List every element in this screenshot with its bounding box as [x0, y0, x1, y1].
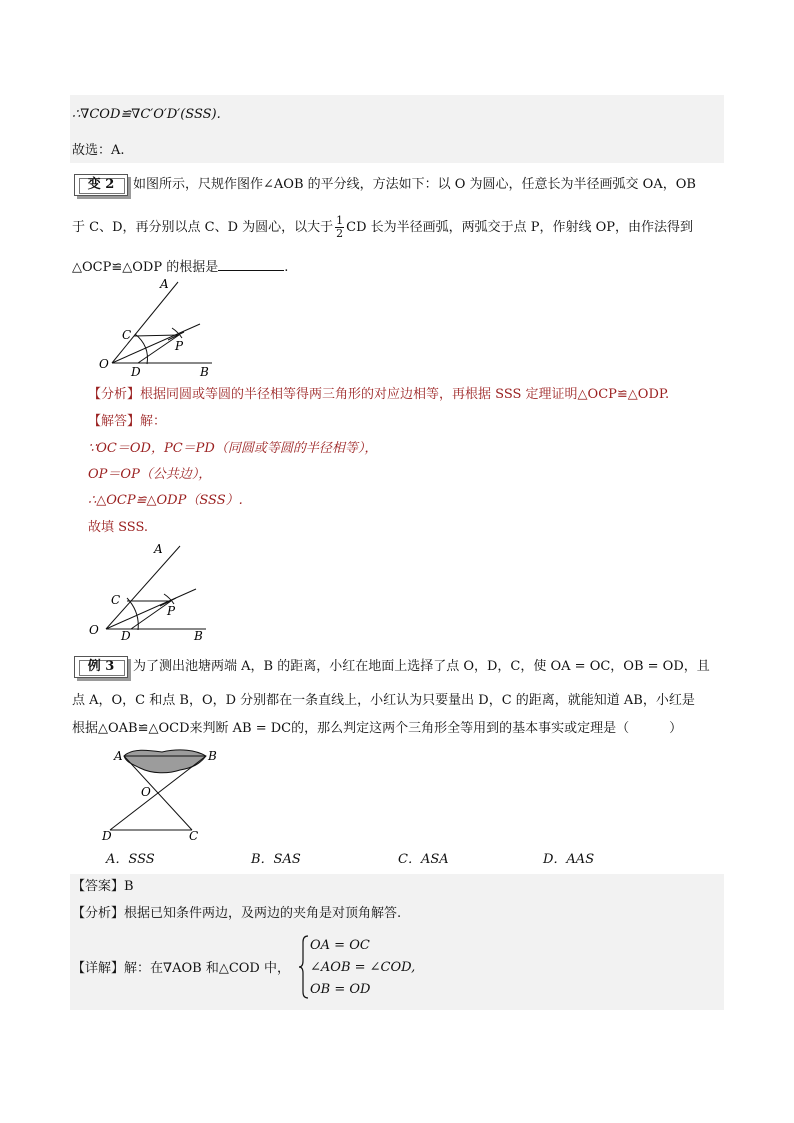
bian2-question-line1: 如图所示，尺规作图作∠AOB 的平分线，方法如下：以 O 为圆心，任意长为半径画弧交 OA，OB: [133, 177, 696, 192]
analysis-text: 根据同圆或等圆的半径相等得两三角形的对应边相等，再根据 SSS 定理证明△OCP≌△ODP.: [140, 387, 670, 402]
bian2-solution-line: [88, 413, 166, 431]
bian2-q2-before: 于 C、D，再分别以点 C、D 为圆心，以大于: [72, 220, 334, 235]
system-comma: ,: [411, 960, 416, 975]
system-brace: [298, 934, 310, 1000]
li3-analysis-line: [72, 905, 401, 923]
label-o: O: [141, 785, 151, 799]
li3-question-line1: 为了测出池塘两端 A，B 的距离，小红在地面上选择了点 O，D，C，使 OA = OC，OB = OD，且: [133, 659, 710, 674]
solution-step-2: OP＝OP（公共边），: [88, 467, 212, 482]
bian2-analysis-line: [88, 386, 669, 404]
label-c: C: [189, 829, 199, 843]
label-c: C: [111, 593, 121, 607]
angle-bisector-figure-2: [84, 540, 214, 644]
solution-head: 解：: [140, 414, 167, 429]
top-choice-line: 故选：A.: [72, 143, 125, 158]
answer-line: [72, 878, 134, 896]
li3-question-line3: [72, 720, 682, 738]
solution-tag: 【解答】: [88, 414, 141, 429]
bian2-question-line2: [72, 215, 693, 241]
detail-text: 解：在∇AOB 和△COD 中，: [124, 961, 290, 976]
label-b: B: [194, 629, 203, 643]
li3-q3-end: ）: [669, 721, 683, 736]
answer-blank: [218, 256, 284, 271]
system-eq-3: OB = OD: [310, 982, 371, 997]
fraction-numerator: 1: [336, 214, 344, 227]
detail-tag: 【详解】: [72, 961, 125, 976]
li3-analysis-tag: 【分析】: [72, 906, 125, 921]
system-eq-2: [310, 959, 415, 977]
label-a: A: [160, 277, 169, 291]
answer-value: B: [124, 879, 134, 894]
solution-step-1: ∵OC＝OD，PC＝PD（同圆或等圆的半径相等），: [88, 441, 378, 456]
option-a: A．SSS: [106, 852, 155, 867]
answer-tag: 【答案】: [72, 879, 125, 894]
angle-bisector-figure-1: [90, 276, 220, 380]
li3-analysis-text: 根据已知条件两边，及两边的夹角是对顶角解答.: [124, 906, 402, 921]
bian2-q3-text: △OCP≌△ODP 的根据是: [72, 260, 219, 275]
label-c: C: [122, 328, 132, 342]
label-b: B: [200, 365, 209, 379]
bian2-tag: [74, 174, 128, 196]
bian2-question-line3: [72, 256, 288, 277]
li3-q3-text: 根据△OAB≌△OCD来判断 AB = DC的，那么判定这两个三角形全等用到的基本事实或定理是（: [72, 721, 630, 736]
bian2-q2-after: CD 长为半径画弧，两弧交于点 P，作射线 OP，由作法得到: [346, 220, 694, 235]
option-d: D．AAS: [543, 852, 595, 867]
arc-cd: [135, 334, 148, 364]
half-fraction: [335, 215, 344, 240]
bottom-shaded-block: [70, 874, 724, 1010]
top-conclusion-line: ∴∇COD≌∇C′O′D′(SSS).: [72, 107, 221, 122]
fraction-denominator: 2: [336, 227, 344, 240]
system-eq-1: OA = OC: [310, 938, 370, 953]
label-p: P: [175, 339, 184, 353]
label-d: D: [131, 365, 141, 379]
analysis-tag: 【分析】: [88, 387, 141, 402]
li3-tag-label: 例 3: [87, 659, 115, 674]
label-o: O: [89, 623, 99, 637]
ray-oa: [112, 282, 178, 363]
label-o: O: [99, 357, 109, 371]
label-a: A: [154, 542, 163, 556]
option-c: C．ASA: [398, 852, 449, 867]
li3-question-line2: 点 A，O，C 和点 B，O，D 分别都在一条直线上，小红认为只要量出 D，C 的距离，就能知道 AB，小红是: [72, 693, 695, 708]
label-d: D: [121, 629, 131, 643]
label-p: P: [167, 604, 176, 618]
detail-line: [72, 960, 290, 978]
label-b: B: [208, 749, 217, 763]
bian2-q3-end: .: [284, 260, 289, 275]
system-eq-2-text: ∠AOB = ∠COD: [310, 960, 412, 975]
option-b: B．SAS: [251, 852, 301, 867]
solution-step-3: ∴△OCP≌△ODP（SSS）.: [88, 493, 243, 508]
label-a: A: [114, 749, 123, 763]
bian2-tag-label: 变 2: [87, 177, 115, 192]
pond-figure: [96, 744, 226, 844]
solution-step-4: 故填 SSS.: [88, 520, 149, 535]
li3-tag: [74, 656, 128, 678]
label-d: D: [102, 829, 112, 843]
